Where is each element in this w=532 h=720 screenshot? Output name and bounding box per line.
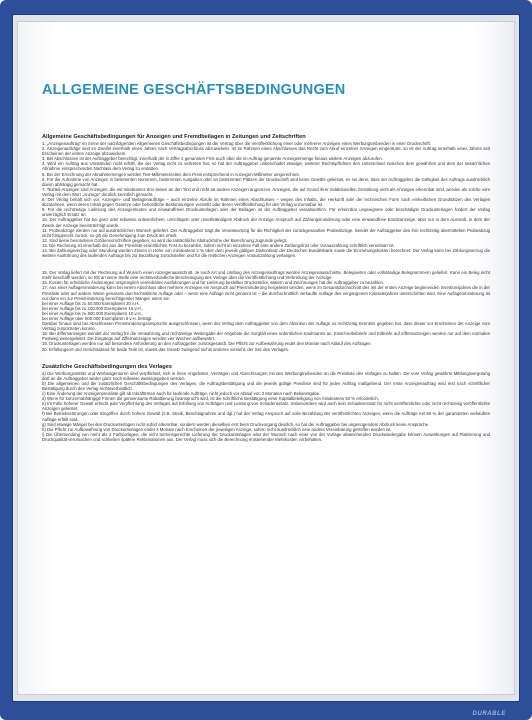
paragraph: 17. Aus einer Auflagenminderung kann bei einem Abschluss über mehrere Anzeigen ein Anspruch auf Preisminderung hergeleitet werden, wenn im Gesamtdurchschnitt des mit der ersten Anzeige beginnenden Insertionsjahres die in der Preisliste oder auf andere Weise genannte durchschnittliche Auflage oder – wenn eine Auflage nicht genannt ist – die durchschnittlich verkaufte Auflage des vergangenen Kalenderjahres unterschritten wird. Eine Auflagenminderung ist nur dann ein zur Preisminderung berechtigender Mangel, wenn sie (42, 285, 490, 301)
paragraph: bei einer Auflage bis zu 50.000 Exemplaren 20 v.H., (42, 300, 141, 306)
paragraph: 9. Für die rechtzeitige Lieferung des Anzeigentextes und einwandfreier Druckunterlagen oder der Beilagen ist der Auftraggeber verantwortlich. Für erkennbar ungeeignete oder beschädigte Druckunterlagen fordert der Verlag unverzüglich Ersatz an. (42, 207, 490, 218)
paragraph: 20. Erfüllungsort und Gerichtsstand für beide Teile ist, soweit das Gesetz zwingend nichts anderes vorsieht, der Sitz des Verlages. (42, 346, 290, 352)
frame-notch-left (70, 2, 86, 10)
paragraph: Darüber hinaus sind bei Abschlüssen Preisminderungsansprüche ausgeschlossen, wenn der Verlag dem Auftraggeber von dem Absinken der Auflage so rechtzeitig Kenntnis gegeben hat, dass dieser vor Erscheinen der Anzeige vom Vertrag zurücktreten konnte. (42, 321, 490, 332)
paragraph: d) Wenn für konzernabhängige Firmen die gemeinsame Rabattierung beansprucht wird, ist die schriftliche Bestätigung einer Kapitalbeteiligung von mindestens 50 % erforderlich. (42, 396, 379, 402)
paragraph: a) Die Werbungsmittler und Werbeagenturen sind verpflichtet, sich in ihren Angeboten, Verträgen und Abrechnungen mit den Werbungtreibenden an die Preisliste des Verlages zu halten. Die vom Verlag gewährte Mittlungsvergütung darf an die Auftraggeber weder ganz noch teilweise weitergegeben werden. (42, 370, 490, 381)
paragraph: c) Eine Änderung der Anzeigenpreisliste gilt ab Inkrafttreten auch für laufende Aufträge, nicht jedoch vor Ablauf von 3 Monaten nach Bekanntgabe. (42, 391, 321, 397)
paragraph: h) Die Pflicht zur Aufbewahrung von Druckunterlagen endet 3 Monate nach Erscheinen der jeweiligen Anzeige, sofern nicht ausdrücklich eine andere Vereinbarung getroffen worden ist. (42, 426, 392, 432)
paragraph: 12. Sind keine besonderen Größenvorschriften gegeben, so wird die tatsächliche Abdruckhöhe der Berechnung zugrunde gelegt. (42, 237, 288, 243)
paragraph: bei einer Auflage über 500.000 Exemplaren 5 v.H. beträgt. (42, 316, 153, 321)
paragraph: g) Sind etwaige Mängel bei den Druckunterlagen nicht sofort erkennbar, sondern werden dieselben erst beim Druckvorgang deutlich, so hat der Auftraggeber bei ungenügendem Abdruck keine Ansprüche. (42, 421, 430, 427)
section-heading: Allgemeine Geschäftsbedingungen für Anzeigen und Fremdbeilagen in Zeitungen und Zeitschriften (42, 134, 306, 140)
section1-paragraphs-continued (42, 270, 490, 352)
paragraph: 16. Kosten für erhebliche Änderungen ursprünglich vereinbarter Ausführungen und für Lieferung bestellter Druckstöcke, Matern und Zeichnungen hat der Auftraggeber zu bezahlen. (42, 280, 385, 286)
paragraph: 2. Anzeigenaufträge sind im Zweifel innerhalb eines Jahres nach Vertragsabschluss abzuwickeln. Ist im Rahmen eines Abschlusses das Recht zum Abruf einzelner Anzeigen eingeräumt, so ist der Auftrag innerhalb eines Jahres seit Erscheinen der ersten Anzeige abzuwickeln. (42, 146, 490, 157)
paragraph: bei einer Auflage bis zu 500.000 Exemplaren 10 v.H., (42, 310, 143, 316)
paragraph: 6. Für die Aufnahme von Anzeigen in bestimmten Nummern, bestimmten Ausgaben oder an bestimmten Plätzen der Druckschrift wird keine Gewähr geleistet, es sei denn, dass der Auftraggeber die Gültigkeit des Auftrags ausdrücklich davon abhängig gemacht hat. (42, 176, 490, 187)
paragraph: 4. Wird ein Auftrag aus Umständen nicht erfüllt, die der Verlag nicht zu vertreten hat, so hat der Auftraggeber unbeschadet etwaiger weiterer Rechtspflichten den Unterschied zwischen dem gewährten und dem der tatsächlichen Abnahme entsprechenden Nachlass dem Verlag zu erstatten. (42, 161, 490, 172)
paragraph: 19. Druckunterlagen werden nur auf besondere Anforderung an den Auftraggeber zurückgesandt. Die Pflicht zur Aufbewahrung endet drei Monate nach Ablauf des Auftrages. (42, 341, 372, 347)
paragraph: 10. Der Auftraggeber hat bei ganz oder teilweise unleserlichem, unrichtigem oder unvollständigem Abdruck der Anzeige Anspruch auf Zahlungsminderung oder eine einwandfreie Ersatzanzeige, aber nur in dem Ausmaß, in dem der Zweck der Anzeige beeinträchtigt wurde. (42, 217, 490, 228)
section1-paragraphs (42, 141, 490, 258)
paragraph: 14. Bei Zahlungsverzug oder Stundung werden Zinsen in Höhe von mindestens 2 % über dem jeweils gültigen Diskontsatz der Deutschen Bundesbank sowie die Einziehungskosten berechnet. Der Verlag kann bei Zahlungsverzug die weitere Ausführung des laufenden Auftrags bis zur Bezahlung zurückstellen und für die restlichen Anzeigen Vorauszahlung verlangen. (42, 247, 490, 259)
frame-notch-right (446, 2, 462, 10)
section-heading: Zusätzliche Geschäftsbedingungen des Verlages (42, 363, 172, 370)
paragraph: 5. Bei der Errechnung der Abnahmemengen werden Text-Millimeterzeilen dem Preis entsprechend in Anzeigen-Millimeter umgerechnet. (42, 171, 300, 177)
document-page (20, 18, 512, 698)
paragraph: bei einer Auflage bis zu 100.000 Exemplaren 15 v.H., (42, 305, 143, 311)
paragraph: 11. Probeabzüge werden nur auf ausdrücklichen Wunsch geliefert. Der Auftraggeber trägt die Verantwortung für die Richtigkeit der zurückgesandten Probeabzüge. Sendet der Auftraggeber den ihm rechtzeitig übermittelten Probeabzug nicht fristgerecht zurück, so gilt die Genehmigung zum Druck als erteilt. (42, 227, 490, 238)
paragraph: i) Die Übersendung von mehr als 2 Farbvorlagen, die nicht terminsgerechte Lieferung der Druckunterlagen oder der Wunsch nach einer von der Vorlage abweichenden Druckwiedergabe können Auswirkungen auf Platzierung und Druckqualität verursachen und schließen spätere Reklamationen aus. Der Verlag muss sich die Berechnung entstehender Mehrkosten vorbehalten. (42, 431, 490, 442)
section2-paragraphs (42, 371, 490, 442)
paragraph: 15. Der Verlag liefert mit der Rechnung auf Wunsch einen Anzeigenausschnitt. Je nach Art und Umfang des Anzeigenauftrags werden Anzeigenausschnitte, Belegseiten oder vollständige Belegnummern geliefert. Kann ein Beleg nicht mehr beschafft werden, so tritt an seine Stelle eine rechtsverbindliche Bescheinigung des Verlags über die Veröffentlichung und Verbreitung der Anzeige. (42, 270, 490, 281)
paragraph: 1. „Anzeigenauftrag“ im Sinne der nachfolgenden Allgemeinen Geschäftsbedingungen ist der Vertrag über die Veröffentlichung einer oder mehrerer Anzeigen eines Werbungtreibenden in einer Druckschrift. (42, 141, 431, 146)
paragraph: f) Bei Betriebsstörungen oder Eingriffen durch höhere Gewalt (z.B. Streik, Beschlagnahme und dgl.) hat der Verlag Anspruch auf volle Bezahlung der veröffentlichten Anzeigen, wenn die Aufträge mit 80 % der garantierten verkauften Auflage erfüllt sind. (42, 411, 490, 422)
paragraph: b) Die allgemeinen und die zusätzlichen Geschäftsbedingungen des Verlages, die Auftragsbestätigung und die jeweils gültige Preisliste sind für jeden Auftrag maßgebend. Der erste Anzeigenauftrag wird erst nach schriftlicher Bestätigung durch den Verlag rechtsverbindlich. (42, 380, 490, 391)
paragraph: 3. Bei Abschlüssen ist der Auftraggeber berechtigt, innerhalb der in Ziffer 2 genannten Frist auch über die im Auftrag genannte Anzeigenmenge hinaus weitere Anzeigen abzurufen. (42, 156, 383, 162)
paragraph: 13. Die Rechnung ist innerhalb der aus der Preisliste ersichtlichen Frist zu bezahlen, sofern nicht im einzelnen Fall eine andere Zahlungsfrist oder Vorauszahlung schriftlich vereinbart ist. (42, 242, 395, 248)
paragraph: 8. Der Verlag behält sich vor, Anzeigen- und Beilagenaufträge – auch einzelne Abrufe im Rahmen eines Abschlusses – wegen des Inhalts, der Herkunft oder der technischen Form nach einheitlichen Grundsätzen des Verlages abzulehnen, wenn deren Inhalt gegen Gesetze oder behördliche Bestimmungen verstößt oder deren Veröffentlichung für den Verlag unzumutbar ist. (42, 197, 490, 208)
paragraph: 7. Textteil-Anzeigen sind Anzeigen, die mit mindestens drei Seiten an den Text und nicht an andere Anzeigen angrenzen. Anzeigen, die auf Grund ihrer redaktionellen Gestaltung nicht als Anzeigen erkennbar sind, werden als solche vom Verlag mit dem Wort „Anzeige“ deutlich kenntlich gemacht. (42, 186, 490, 197)
page-title: ALLGEMEINE GESCHÄFTSBEDINGUNGEN (42, 82, 346, 98)
paragraph: e) Im Falle höherer Gewalt erlischt jede Verpflichtung des Verlages auf Erfüllung von Aufträgen und Leistung von Schadenersatz. Insbesondere wird auch kein Schadenersatz für nicht veröffentlichte oder nicht rechtzeitig veröffentlichte Anzeigen geleistet. (42, 401, 490, 412)
brand-mark: DURABLE (472, 711, 506, 717)
paragraph: 18. Bei Ziffernanzeigen wendet der Verlag für die Verwahrung und rechtzeitige Weitergabe der Angebote die Sorgfalt eines ordentlichen Kaufmanns an. Einschreibebriefe und Eilbriefe auf Ziffernanzeigen werden nur auf dem normalen Postweg weitergeleitet. Die Eingänge auf Ziffernanzeigen werden vier Wochen aufbewahrt. (42, 331, 490, 342)
